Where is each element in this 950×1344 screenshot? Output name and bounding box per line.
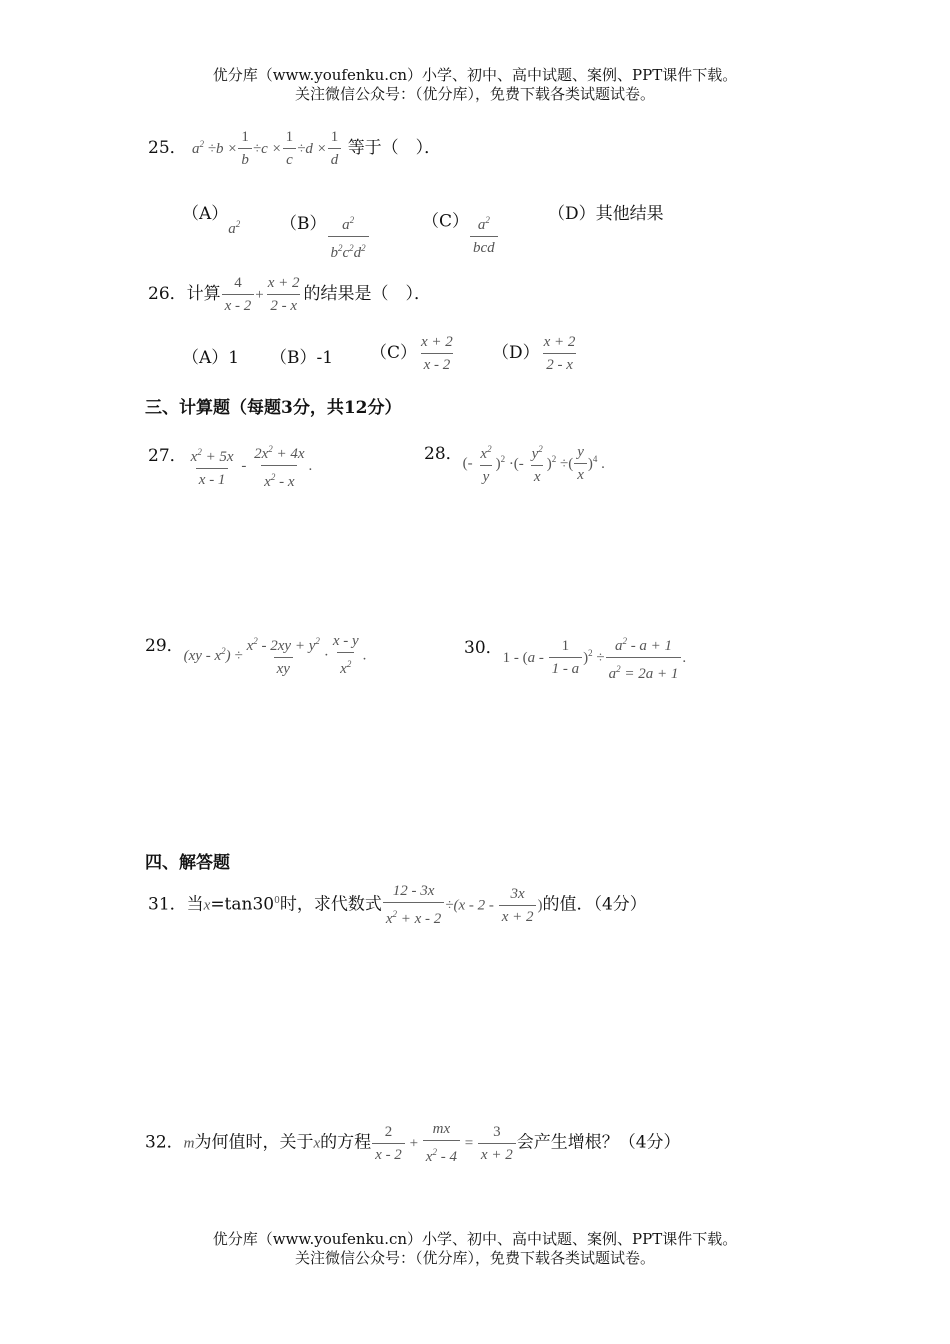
fraction: $\frac{x - y}{x^2}$	[332, 633, 359, 677]
fraction: $\frac{1}{1 - a}$	[549, 637, 583, 678]
question-31: 31．当$x=\tan 30^0$时，求代数式 $\frac{12 - 3x}{x^2 + x - 2}$ ÷(x - 2 - $\frac{3x}{x + 2}$ )的值．（4分）	[148, 883, 647, 927]
fraction: $\frac{1}{c}$	[283, 128, 297, 169]
option-c: （C） $\frac{a^2}{\text{bcd}}$	[422, 199, 499, 245]
fraction: $\frac{y^2}{x}$	[531, 444, 543, 485]
option-b: （B）-1	[270, 348, 334, 368]
fraction: $\frac{mx}{x^2 - 4}$	[423, 1120, 460, 1166]
option-a: $(A)a^2$	[182, 204, 241, 237]
question-number: 26．	[148, 284, 187, 304]
question-tail: 的结果是（ ）．	[303, 284, 432, 304]
question-number: 27．	[148, 446, 187, 466]
math-expression: $a^2 \div b$ ×	[192, 139, 238, 157]
question-28: 28．(- $\frac{x^2}{y}$ )$^2$ ·(- $\frac{y^2}{x}$ )$^2$ ÷( $\frac{y}{x}$ )$^4$ .	[424, 440, 605, 486]
option-c: （C） $\frac{x + 2}{x - 2}$	[370, 333, 457, 374]
question-tail: 的值．（4分）	[542, 894, 647, 915]
fraction: $\frac{x + 2}{2 - x}$	[267, 275, 300, 314]
question-tail: 等于（ ）．	[347, 138, 442, 158]
fraction: $\frac{1}{d}$	[328, 128, 342, 169]
fraction: $\frac{x^2}{y}$	[480, 444, 492, 485]
fraction: $\frac{a^2}{b^2c^2d^2}$	[328, 211, 369, 262]
question-25: 25． $a^2 \div b$ × $\frac{1}{b}$ ÷c × $\frac{1}{c}$ ÷d × $\frac{1}{d}$ 等于（ ）．	[148, 129, 442, 168]
fraction: $\frac{x^2 - 2xy + y^2}{xy}$	[246, 636, 320, 677]
question-number: 30．	[464, 638, 503, 658]
fraction: $\frac{3x}{x + 2}$	[499, 885, 537, 926]
fraction: $\frac{x + 2}{2 - x}$	[543, 334, 576, 373]
option-a: （A）1	[182, 348, 240, 368]
question-29: 29．$(xy - x^2)$ ÷ $\frac{x^2 - 2xy + y^2}{xy}$ · $\frac{x - y}{x^2}$ .	[145, 633, 367, 677]
fraction: $\frac{4}{x - 2}$	[222, 274, 255, 315]
fraction: $\frac{x^2 + 5x}{x - 1}$	[190, 446, 234, 488]
fraction: $\frac{3}{x + 2}$	[478, 1123, 516, 1164]
question-tail: 会产生增根？（4分）	[516, 1132, 681, 1153]
question-27: 27． $\frac{x^2 + 5x}{x - 1}$ - $\frac{2x^2 + 4x}{x^2 - x}$ .	[148, 440, 312, 491]
question-30: 30．1 - (a - $\frac{1}{1 - a}$ )$^2$ ÷ $\frac{a^2 - a + 1}{a^2 = 2a + 1}$ .	[464, 632, 686, 683]
section-4-title: 四、解答题	[145, 853, 230, 873]
option-d: （D）其他结果	[548, 204, 664, 224]
fraction: $\frac{12 - 3x}{x^2 + x - 2}$	[383, 882, 444, 928]
section-3-title: 三、计算题（每题3分，共12分）	[145, 398, 402, 418]
question-number: 32．	[145, 1132, 184, 1153]
question-number: 25．	[148, 138, 187, 158]
option-d: （D） $\frac{x + 2}{2 - x}$	[492, 333, 579, 374]
fraction: $\frac{a^2 - a + 1}{a^2 = 2a + 1}$	[606, 632, 682, 683]
fraction: $\frac{2}{x - 2}$	[372, 1123, 405, 1164]
header-line-1: 优分库（www.youfenku.cn）小学、初中、高中试题、案例、PPT课件下载。	[212, 66, 738, 84]
fraction: $\frac{y}{x}$	[574, 443, 587, 484]
fraction: $\frac{2x^2 + 4x}{x^2 - x}$	[254, 444, 305, 490]
fraction: $\frac{1}{b}$	[238, 128, 252, 169]
question-number: 28．	[424, 443, 463, 464]
header-line-2: 关注微信公众号：（优分库），免费下载各类试题试卷。	[294, 85, 655, 103]
question-number: 29．	[145, 635, 184, 656]
option-b: （B） $\frac{a^2}{b^2c^2d^2}$	[280, 199, 370, 250]
fraction: $\frac{x + 2}{x - 2}$	[421, 334, 453, 373]
question-32: 32．m为何值时，关于x的方程 $\frac{2}{x - 2}$ + $\frac{mx}{x^2 - 4}$ = $\frac{3}{x + 2}$ 会产生增根？（4分）	[145, 1121, 681, 1165]
question-number: 31．	[148, 894, 187, 915]
fraction: $\frac{a^2}{\text{bcd}}$	[470, 211, 498, 257]
question-26: 26．计算 $\frac{4}{x - 2}$ + $\frac{x + 2}{2 - x}$ 的结果是（ ）．	[148, 275, 432, 314]
footer-line-1: 优分库（www.youfenku.cn）小学、初中、高中试题、案例、PPT课件下载。	[212, 1230, 738, 1248]
footer-line-2: 关注微信公众号：（优分库），免费下载各类试题试卷。	[294, 1249, 655, 1267]
